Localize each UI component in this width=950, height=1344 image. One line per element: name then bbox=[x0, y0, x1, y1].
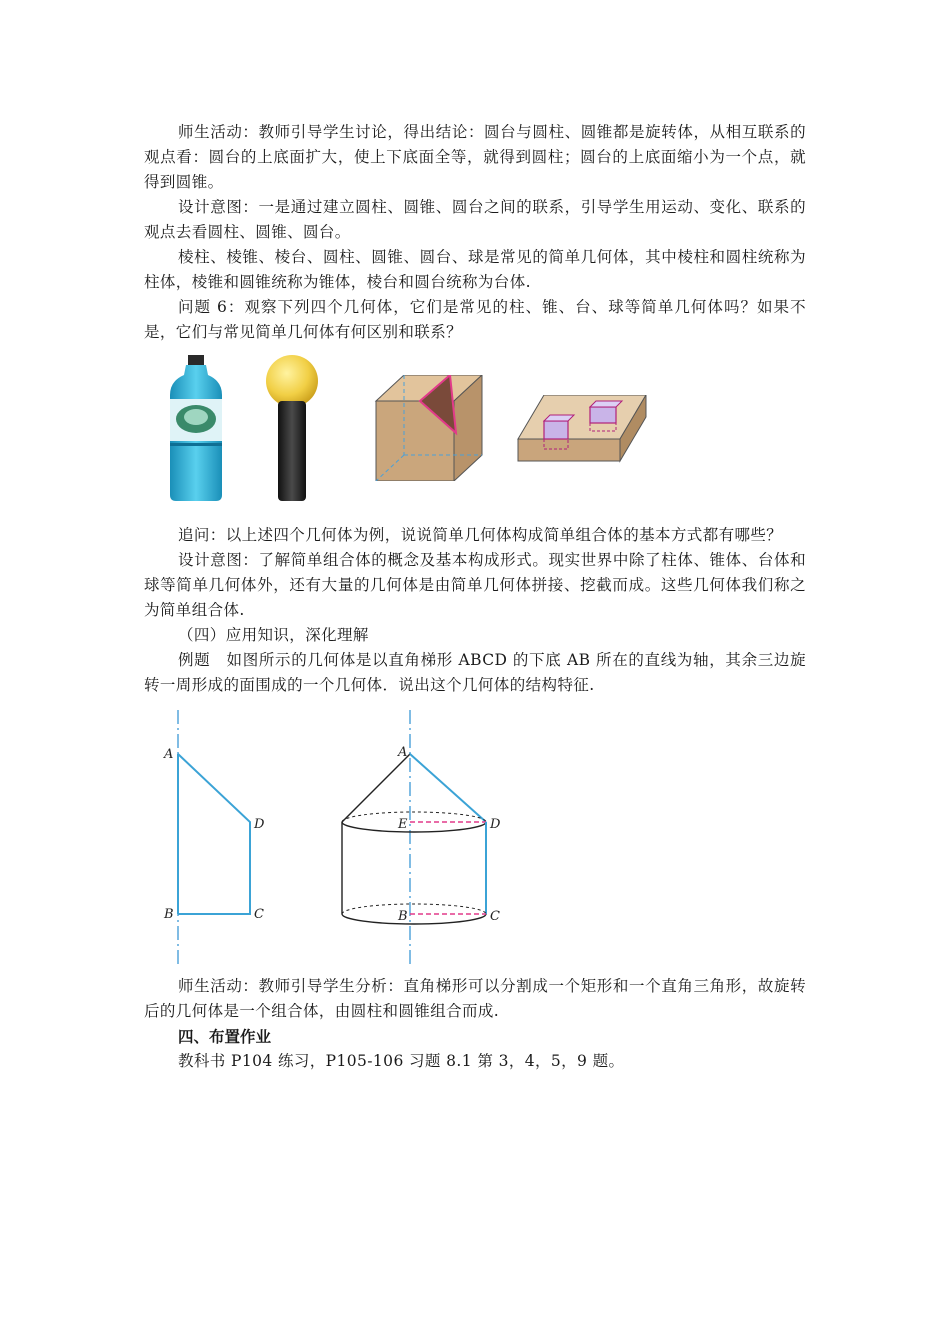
slab-with-cubes-image bbox=[516, 395, 648, 465]
trapezoid-rotation-figure bbox=[144, 710, 806, 970]
paragraph-question-6: 问题 6：观察下列四个几何体，它们是常见的柱、锥、台、球等简单几何体吗？如果不是，它们与常见简单几何体有何区别和联系？ bbox=[144, 298, 806, 341]
rotated-solid-diagram bbox=[334, 710, 514, 964]
document-page bbox=[144, 120, 806, 1074]
paragraph-design-intent-1: 设计意图：一是通过建立圆柱、圆锥、圆台之间的联系，引导学生用运动、变化、联系的观点去看圆柱、圆锥、圆台。 bbox=[144, 198, 806, 241]
lamp-image bbox=[264, 355, 324, 505]
trapezoid-diagram bbox=[158, 710, 278, 964]
cut-cube-image bbox=[372, 375, 484, 481]
paragraph-follow-up: 追问：以上述四个几何体为例，说说简单几何体构成简单组合体的基本方式都有哪些？ bbox=[178, 526, 783, 544]
label-B: B bbox=[398, 909, 408, 924]
label-E: E bbox=[398, 817, 408, 832]
label-D: D bbox=[254, 817, 265, 832]
label-B: B bbox=[164, 907, 174, 922]
label-C: C bbox=[490, 909, 500, 924]
paragraph-activity-1: 师生活动：教师引导学生讨论，得出结论：圆台与圆柱、圆锥都是旋转体，从相互联系的观点看：圆台的上底面扩大，使上下底面全等，就得到圆柱；圆台的上底面缩小为一个点，就得到圆锥。 bbox=[144, 123, 806, 191]
bottle-image bbox=[168, 355, 224, 501]
label-C: C bbox=[254, 907, 264, 922]
paragraph-activity-2: 师生活动：教师引导学生分析：直角梯形可以分割成一个矩形和一个直角三角形，故旋转后的几何体是一个组合体，由圆柱和圆锥组合而成. bbox=[144, 977, 806, 1020]
paragraph-design-intent-2: 设计意图：了解简单组合体的概念及基本构成形式。现实世界中除了柱体、锥体、台体和球等简单几何体外，还有大量的几何体是由简单几何体拼接、挖截而成。这些几何体我们称之为简单组合体. bbox=[144, 551, 806, 619]
paragraph-simple-solids: 棱柱、棱锥、棱台、圆柱、圆锥、圆台、球是常见的简单几何体，其中棱柱和圆柱统称为柱体，棱锥和圆锥统称为锥体，棱台和圆台统称为台体. bbox=[144, 248, 806, 291]
label-A: A bbox=[398, 745, 408, 760]
paragraph-homework: 教科书 P104 练习，P105-106 习题 8.1 第 3，4，5，9 题。 bbox=[178, 1052, 625, 1070]
section-heading-apply: （四）应用知识，深化理解 bbox=[178, 626, 369, 644]
paragraph-example: 例题 如图所示的几何体是以直角梯形 ABCD 的下底 AB 所在的直线为轴，其余三边旋转一周形成的面围成的一个几何体．说出这个几何体的结构特征. bbox=[144, 651, 806, 694]
label-D: D bbox=[490, 817, 501, 832]
section-heading-homework: 四、布置作业 bbox=[178, 1027, 272, 1046]
label-A: A bbox=[164, 747, 174, 762]
four-solids-figure bbox=[144, 355, 806, 515]
